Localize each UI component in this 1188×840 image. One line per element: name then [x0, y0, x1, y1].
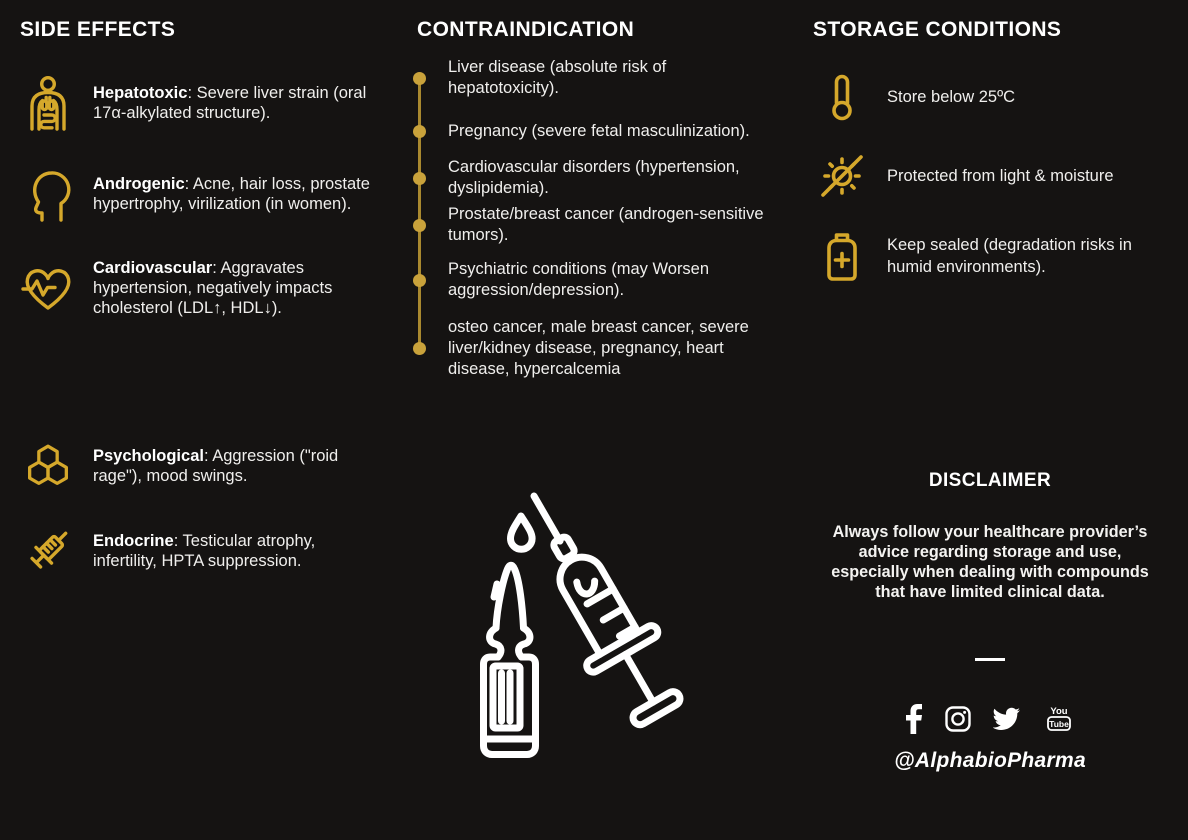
social-icons-row — [813, 703, 1167, 735]
storage-text: Protected from light & moisture — [887, 167, 1114, 185]
disclaimer-section — [813, 470, 1167, 773]
list-item — [20, 442, 392, 490]
list-item — [413, 317, 785, 380]
heart-pulse-icon — [20, 263, 76, 313]
contraindication-text: Liver disease (absolute risk of hepatotoxicity). — [448, 58, 667, 97]
side-effect-text: Psychological: Aggression ("roid rage"), mood swings. — [93, 447, 339, 485]
list-item — [813, 72, 1173, 122]
storage-text: Keep sealed (degradation risks in humid environments). — [887, 236, 1132, 276]
list-item — [413, 157, 785, 199]
syringe-icon — [20, 524, 76, 578]
molecule-hexagons-icon — [20, 442, 76, 490]
svg-text:You: You — [1050, 706, 1068, 717]
storage-title: STORAGE CONDITIONS — [813, 18, 1062, 41]
social-handle: @AlphabioPharma — [894, 749, 1086, 772]
storage-section — [813, 18, 1173, 448]
side-effect-text: Endocrine: Testicular atrophy, infertility, HPTA suppression. — [93, 532, 316, 570]
disclaimer-text: Always follow your healthcare provider’s advice regarding storage and use, especially when dealing with compounds that have limited clinical data. — [831, 523, 1149, 601]
contraindication-title: CONTRAINDICATION — [417, 18, 635, 41]
contraindication-text: Prostate/breast cancer (androgen-sensitive tumors). — [448, 205, 764, 244]
side-effect-text: Hepatotoxic: Severe liver strain (oral 17α-alkylated structure). — [93, 84, 367, 122]
list-item — [413, 57, 785, 99]
side-effect-text: Cardiovascular: Aggravates hypertension, negatively impacts cholesterol (LDL↑, HDL↓). — [93, 259, 333, 317]
svg-text:Tube: Tube — [1049, 719, 1069, 729]
list-item — [20, 258, 392, 318]
sealed-bottle-icon — [813, 230, 871, 282]
thermometer-icon — [813, 72, 871, 122]
head-profile-icon — [20, 166, 76, 222]
bullet-dot-icon — [413, 274, 426, 287]
side-effects-title: SIDE EFFECTS — [20, 18, 176, 41]
storage-text: Store below 25ºC — [887, 88, 1016, 106]
contraindication-text: osteo cancer, male breast cancer, severe liver/kidney disease, pregnancy, heart disease, hypercalcemia — [448, 318, 749, 378]
contraindication-text: Psychiatric conditions (may Worsen aggression/depression). — [448, 260, 710, 299]
twitter-icon[interactable] — [993, 707, 1021, 731]
bullet-dot-icon — [413, 125, 426, 138]
side-effect-text: Androgenic: Acne, hair loss, prostate hypertrophy, virilization (in women). — [93, 175, 370, 213]
ampoule-syringe-illustration — [466, 468, 728, 770]
disclaimer-title: DISCLAIMER — [928, 470, 1052, 491]
side-effects-section — [20, 18, 392, 818]
facebook-icon[interactable] — [905, 703, 923, 735]
list-item — [20, 524, 392, 578]
droplet-icon — [511, 516, 533, 549]
bullet-dot-icon — [413, 342, 426, 355]
list-item — [813, 230, 1173, 282]
youtube-icon[interactable] — [1043, 703, 1075, 735]
no-light-icon — [813, 150, 871, 202]
list-item — [20, 75, 392, 131]
list-item — [413, 204, 785, 246]
list-item — [413, 121, 785, 142]
list-item — [813, 150, 1173, 202]
bullet-dot-icon — [413, 219, 426, 232]
body-organs-icon — [20, 75, 76, 131]
contraindication-text: Cardiovascular disorders (hypertension, dyslipidemia). — [448, 158, 740, 197]
bullet-dot-icon — [413, 72, 426, 85]
list-item — [413, 259, 785, 301]
instagram-icon[interactable] — [945, 706, 971, 732]
list-item — [20, 166, 392, 222]
divider — [975, 658, 1005, 661]
contraindication-text: Pregnancy (severe fetal masculinization). — [448, 122, 750, 140]
bullet-dot-icon — [413, 172, 426, 185]
